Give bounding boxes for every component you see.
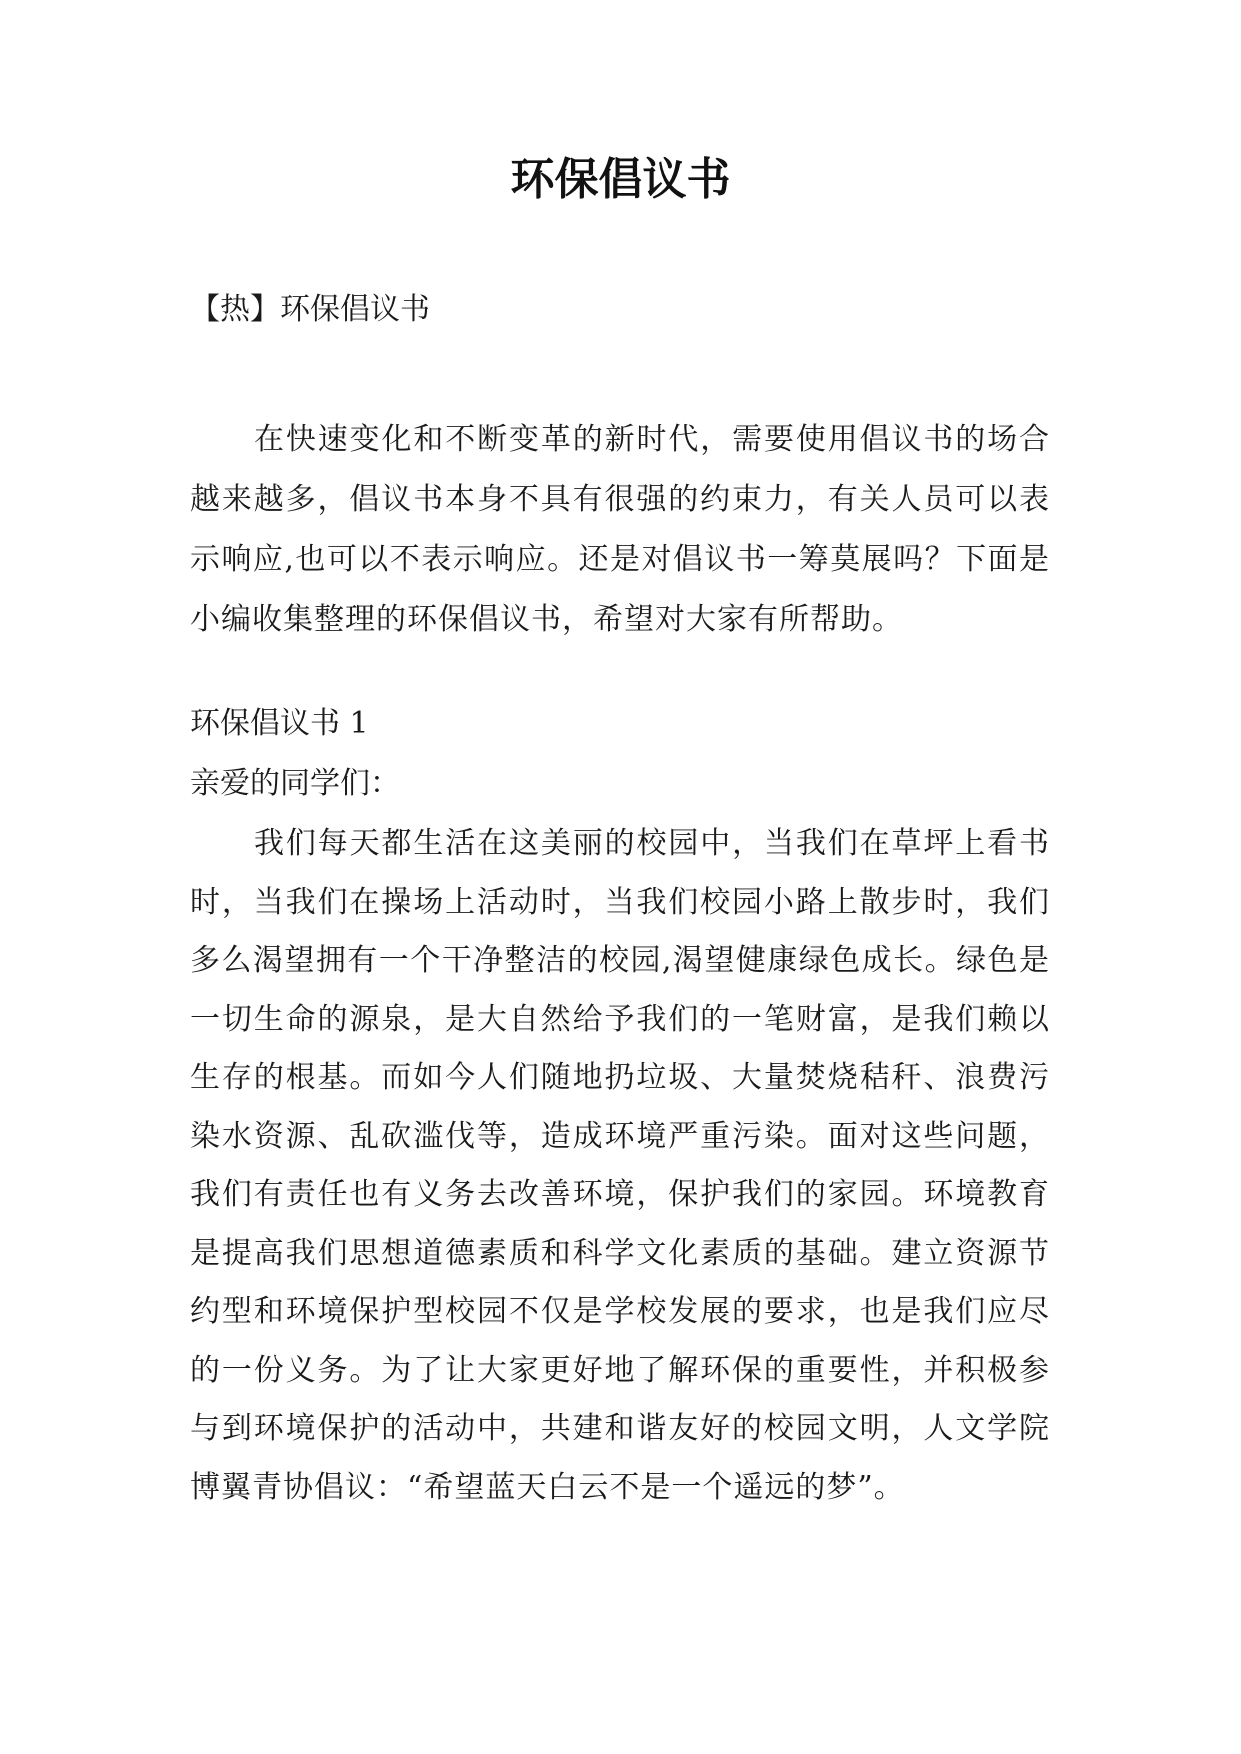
body-paragraph: 我们每天都生活在这美丽的校园中，当我们在草坪上看书时，当我们在操场上活动时，当我们校园小路上散步时，我们多么渴望拥有一个干净整洁的校园,渴望健康绿色成长。绿色是一切生命的源泉，是大自然给予我们的一笔财富，是我们赖以生存的根基。而如今人们随地扔垃圾、大量焚烧秸秆、浪费污染水资源、乱砍滥伐等，造成环境严重污染。面对这些问题，我们有责任也有义务去改善环境，保护我们的家园。环境教育是提高我们思想道德素质和科学文化素质的基础。建立资源节约型和环境保护型校园不仅是学校发展的要求，也是我们应尽的一份义务。为了让大家更好地了解环保的重要性，并积极参与到环境保护的活动中，共建和谐友好的校园文明，人文学院博翼青协倡议：“希望蓝天白云不是一个遥远的梦”。	[190, 826, 1050, 1505]
intro-paragraph: 在快速变化和不断变革的新时代，需要使用倡议书的场合越来越多，倡议书本身不具有很强的约束力，有关人员可以表示响应,也可以不表示响应。还是对倡议书一筹莫展吗？下面是小编收集整理的环保倡议书，希望对大家有所帮助。	[190, 422, 1050, 637]
document-subtitle: 【热】环保倡议书	[190, 292, 430, 327]
section-title: 环保倡议书 1	[190, 706, 369, 741]
page-title: 环保倡议书	[510, 154, 731, 205]
greeting: 亲爱的同学们：	[190, 766, 400, 801]
